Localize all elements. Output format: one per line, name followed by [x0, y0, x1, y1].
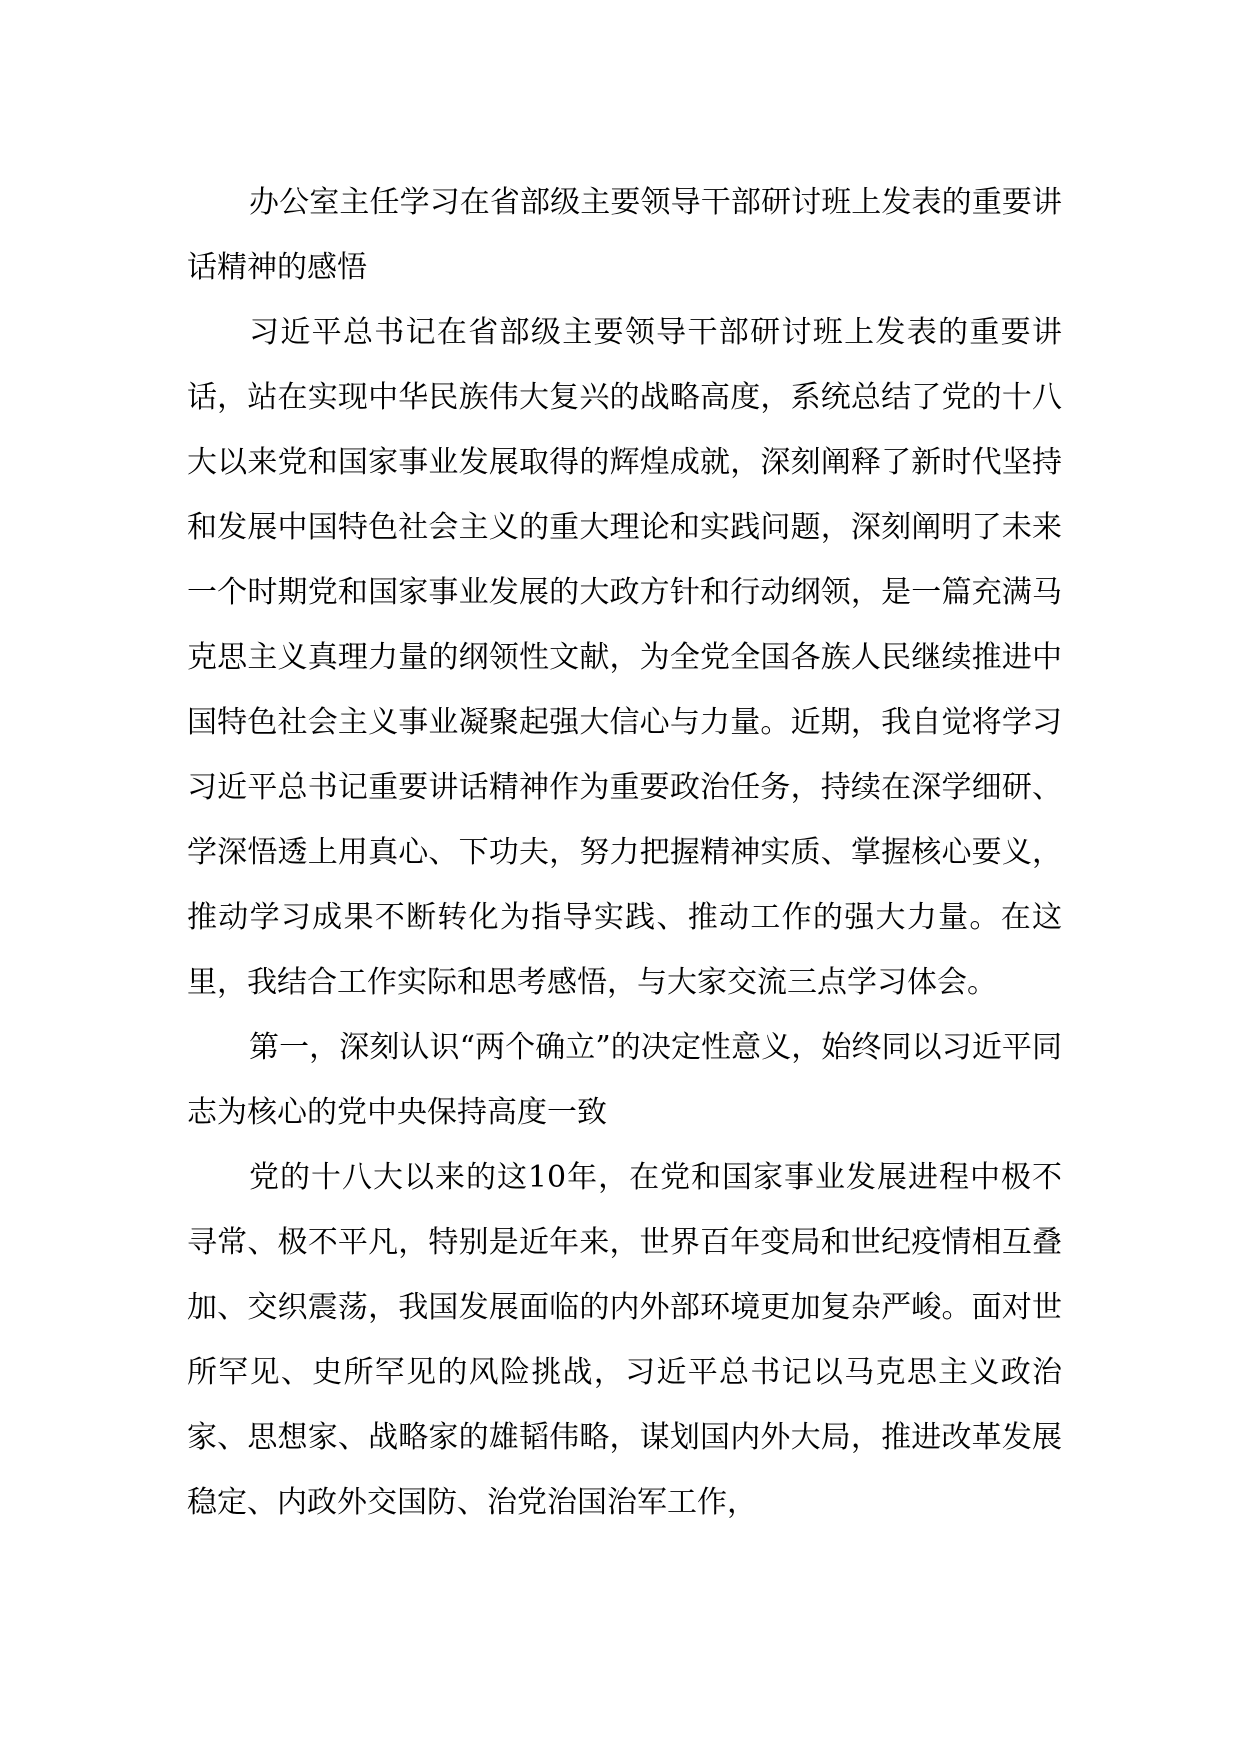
paragraph-intro: 习近平总书记在省部级主要领导干部研讨班上发表的重要讲话，站在实现中华民族伟大复兴的战略高度，系统总结了党的十八大以来党和国家事业发展取得的辉煌成就，深刻阐释了新时代坚持和发展中国特色社会主义的重大理论和实践问题，深刻阐明了未来一个时期党和国家事业发展的大政方针和行动纲领，是一篇充满马克思主义真理力量的纲领性文献，为全党全国各族人民继续推进中国特色社会主义事业凝聚起强大信心与力量。近期，我自觉将学习习近平总书记重要讲话精神作为重要政治任务，持续在深学细研、学深悟透上用真心、下功夫，努力把握精神实质、掌握核心要义，推动学习成果不断转化为指导实践、推动工作的强大力量。在这里，我结合工作实际和思考感悟，与大家交流三点学习体会。 — [187, 315, 1062, 1000]
document-title: 办公室主任学习在省部级主要领导干部研讨班上发表的重要讲话精神的感悟 — [187, 185, 1062, 285]
document-body — [187, 170, 1062, 1535]
section-heading-first: 第一，深刻认识“两个确立”的决定性意义，始终同以习近平同志为核心的党中央保持高度一致 — [187, 1030, 1062, 1130]
paragraph-body: 党的十八大以来的这10年，在党和国家事业发展进程中极不寻常、极不平凡，特别是近年来，世界百年变局和世纪疫情相互叠加、交织震荡，我国发展面临的内外部环境更加复杂严峻。面对世所罕见、史所罕见的风险挑战，习近平总书记以马克思主义政治家、思想家、战略家的雄韬伟略，谋划国内外大局，推进改革发展稳定、内政外交国防、治党治国治军工作， — [187, 1160, 1062, 1520]
